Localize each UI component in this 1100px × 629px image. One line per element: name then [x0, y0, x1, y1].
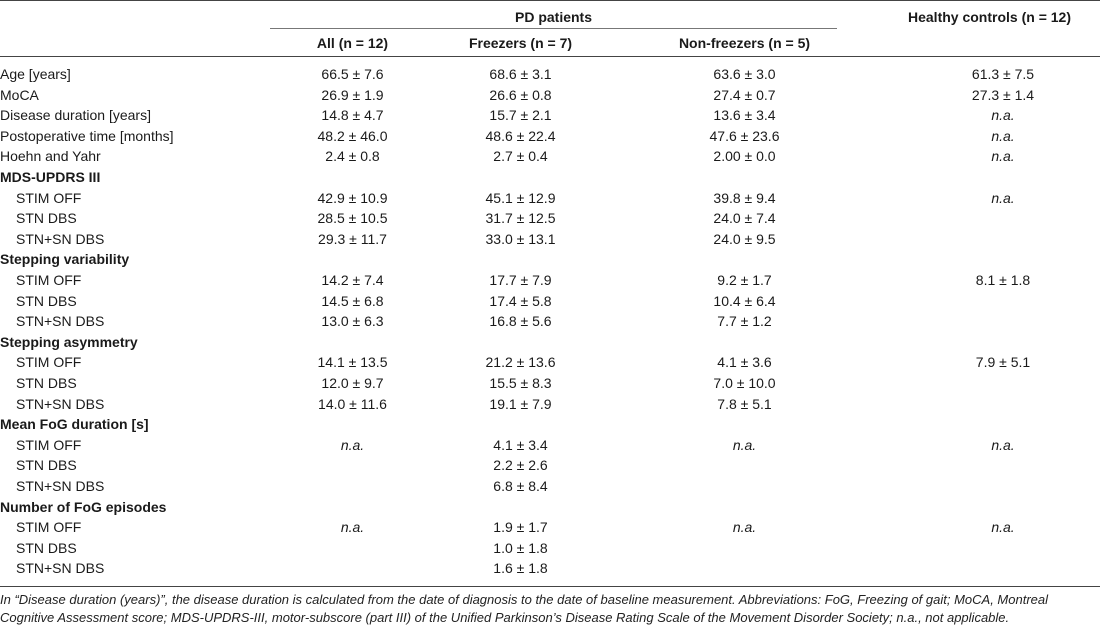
col-all-header — [270, 33, 435, 53]
healthy-n: (n = 12) — [1021, 9, 1071, 25]
row-label: STIM OFF — [16, 519, 82, 535]
row-label: STN DBS — [16, 375, 77, 391]
cell-freezers: 33.0 ± 13.1 — [485, 231, 556, 247]
cell-healthy: 8.1 ± 1.8 — [975, 272, 1031, 288]
cell-all: 29.3 ± 11.7 — [318, 231, 387, 247]
cell-freezers: 19.1 ± 7.9 — [489, 396, 552, 412]
pd-group-underline — [270, 28, 837, 29]
cell-healthy: 61.3 ± 7.5 — [971, 66, 1035, 82]
col-freezers-label: Freezers — [468, 35, 527, 51]
cell-nonfreezers: 10.4 ± 6.4 — [713, 293, 776, 309]
cell-freezers: 1.6 ± 1.8 — [493, 560, 548, 576]
section-heading: Mean FoG duration [s] — [0, 416, 149, 432]
cell-freezers: 16.8 ± 5.6 — [489, 313, 552, 329]
cell-healthy: n.a. — [991, 437, 1015, 453]
cell-freezers: 45.1 ± 12.9 — [485, 190, 556, 206]
col-all-n: (n = 12) — [338, 35, 389, 51]
cell-freezers: 15.5 ± 8.3 — [489, 375, 552, 391]
cell-freezers: 31.7 ± 12.5 — [485, 210, 556, 226]
cell-nonfreezers: 47.6 ± 23.6 — [709, 128, 780, 144]
cell-freezers: 15.7 ± 2.1 — [489, 107, 552, 123]
row-label: STN+SN DBS — [16, 231, 105, 247]
cell-nonfreezers: 9.2 ± 1.7 — [717, 272, 772, 288]
cell-freezers: 4.1 ± 3.4 — [493, 437, 548, 453]
cell-nonfreezers: 63.6 ± 3.0 — [713, 66, 776, 82]
cell-nonfreezers: 2.00 ± 0.0 — [713, 148, 776, 164]
row-label: STN+SN DBS — [16, 478, 105, 494]
cell-all: n.a. — [340, 519, 365, 535]
cell-all: 12.0 ± 9.7 — [321, 375, 384, 391]
col-nonfreezers-header — [652, 33, 837, 53]
healthy-label: Healthy controls — [908, 9, 1018, 25]
row-label: Disease duration [years] — [0, 107, 151, 123]
cell-freezers: 17.4 ± 5.8 — [489, 293, 552, 309]
cell-freezers: 1.9 ± 1.7 — [493, 519, 548, 535]
cell-nonfreezers: 39.8 ± 9.4 — [713, 190, 776, 206]
cell-nonfreezers: 24.0 ± 7.4 — [713, 210, 776, 226]
row-label: Age [years] — [0, 66, 71, 82]
pd-patients-header: PD patients — [514, 9, 592, 25]
cell-nonfreezers: 7.7 ± 1.2 — [717, 313, 772, 329]
cell-all: 48.2 ± 46.0 — [317, 128, 388, 144]
col-freezers-n: (n = 7) — [530, 35, 573, 51]
row-label: MoCA — [0, 87, 39, 103]
cell-freezers: 48.6 ± 22.4 — [485, 128, 556, 144]
cell-all: 66.5 ± 7.6 — [321, 66, 384, 82]
row-label: STN DBS — [16, 540, 77, 556]
header-rule — [0, 56, 1100, 57]
cell-freezers: 21.2 ± 13.6 — [485, 354, 556, 370]
row-label: STN+SN DBS — [16, 313, 105, 329]
row-label: STN DBS — [16, 293, 77, 309]
cell-healthy: n.a. — [991, 148, 1015, 164]
col-freezers-header — [438, 33, 603, 53]
cell-freezers: 17.7 ± 7.9 — [489, 272, 552, 288]
cell-all: n.a. — [340, 437, 365, 453]
cell-freezers: 68.6 ± 3.1 — [489, 66, 552, 82]
cell-all: 2.4 ± 0.8 — [325, 148, 380, 164]
cell-nonfreezers: 4.1 ± 3.6 — [717, 354, 772, 370]
table-footnote: In “Disease duration (years)”, the disease duration is calculated from the date of diagnosis to the date of baseline measurement. Abbreviations: FoG, Freezing of gait; MoCA, Montreal Cognitive Assessment score; MDS-UPDRS-III, motor-subscore (part III) of the Unified Parkinson’s Disease Rating Scale of the Movement Disorder Society; n.a., not applicable. — [0, 592, 1049, 625]
cell-all: 28.5 ± 10.5 — [317, 210, 388, 226]
cell-nonfreezers: 27.4 ± 0.7 — [713, 87, 776, 103]
cell-healthy: 27.3 ± 1.4 — [971, 87, 1035, 103]
row-label: Postoperative time [months] — [0, 128, 174, 144]
col-nonfreezers-label: Non-freezers — [678, 35, 765, 51]
row-label: STN+SN DBS — [16, 396, 105, 412]
row-label: STN DBS — [16, 210, 77, 226]
cell-freezers: 26.6 ± 0.8 — [489, 87, 552, 103]
cell-healthy: n.a. — [991, 128, 1015, 144]
cell-all: 13.0 ± 6.3 — [321, 313, 384, 329]
cell-nonfreezers: 13.6 ± 3.4 — [713, 107, 776, 123]
cell-freezers: 2.7 ± 0.4 — [493, 148, 548, 164]
cell-all: 14.2 ± 7.4 — [321, 272, 384, 288]
cell-all: 26.9 ± 1.9 — [321, 87, 384, 103]
row-label: STN DBS — [16, 457, 77, 473]
cell-freezers: 6.8 ± 8.4 — [493, 478, 548, 494]
section-heading: Number of FoG episodes — [0, 499, 167, 515]
top-rule — [0, 0, 1100, 1]
row-label: STIM OFF — [16, 190, 82, 206]
cell-nonfreezers: 7.0 ± 10.0 — [713, 375, 776, 391]
cell-nonfreezers: 24.0 ± 9.5 — [713, 231, 776, 247]
bottom-rule — [0, 586, 1100, 587]
col-all-label: All — [316, 35, 335, 51]
row-label: STIM OFF — [16, 272, 82, 288]
section-heading: Stepping variability — [0, 251, 130, 267]
cell-all: 14.8 ± 4.7 — [321, 107, 384, 123]
cell-freezers: 1.0 ± 1.8 — [493, 540, 548, 556]
cell-healthy: 7.9 ± 5.1 — [975, 354, 1031, 370]
cell-freezers: 2.2 ± 2.6 — [493, 457, 548, 473]
healthy-controls-header — [908, 7, 1071, 27]
row-label: Hoehn and Yahr — [0, 148, 101, 164]
cell-healthy: n.a. — [991, 190, 1015, 206]
cell-nonfreezers: n.a. — [732, 519, 757, 535]
cell-healthy: n.a. — [991, 107, 1015, 123]
section-heading: Stepping asymmetry — [0, 334, 138, 350]
col-nonfreezers-n: (n = 5) — [768, 35, 811, 51]
cell-all: 42.9 ± 10.9 — [317, 190, 388, 206]
row-label: STN+SN DBS — [16, 560, 105, 576]
cell-healthy: n.a. — [991, 519, 1015, 535]
section-heading: MDS-UPDRS III — [0, 169, 101, 185]
cell-all: 14.0 ± 11.6 — [318, 396, 387, 412]
cell-all: 14.1 ± 13.5 — [317, 354, 388, 370]
cell-nonfreezers: 7.8 ± 5.1 — [717, 396, 772, 412]
row-label: STIM OFF — [16, 354, 82, 370]
row-label: STIM OFF — [16, 437, 82, 453]
cell-nonfreezers: n.a. — [732, 437, 757, 453]
cell-all: 14.5 ± 6.8 — [321, 293, 384, 309]
